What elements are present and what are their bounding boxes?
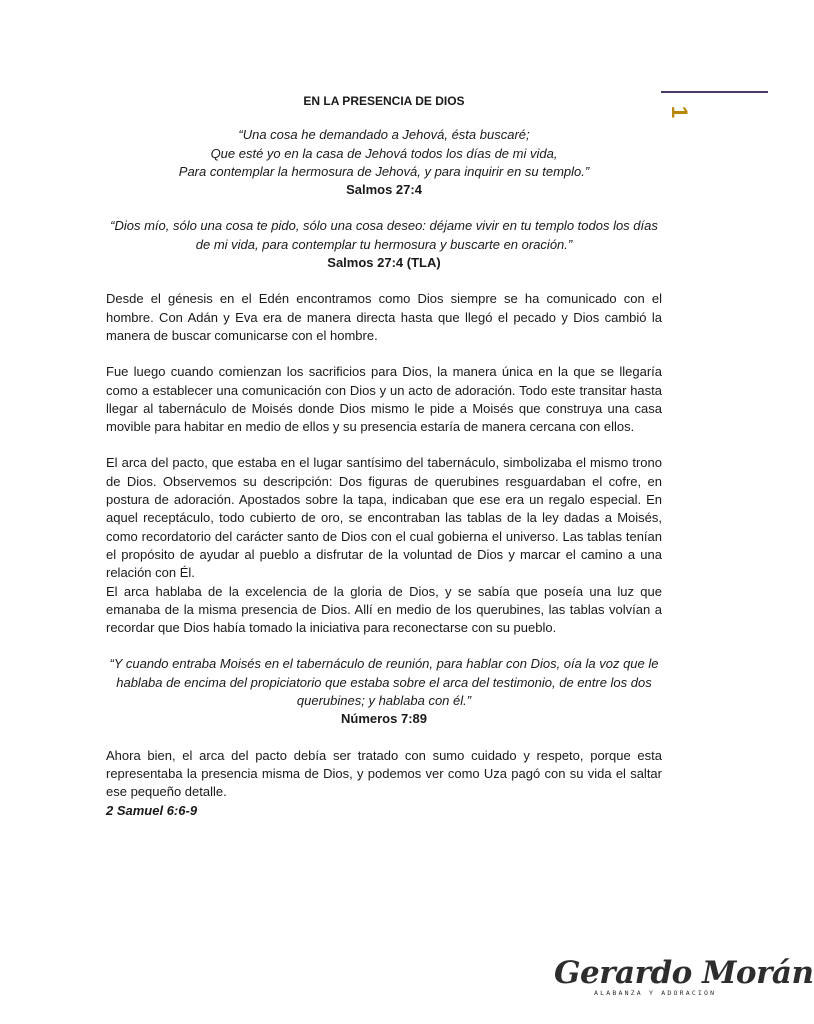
paragraph-3: El arca del pacto, que estaba en el lugar santísimo del tabernáculo, simbolizaba el mismo trono de Dios. Observemos su descripción: Dos figuras de querubines resguardaban el cofre, en postura de adoración. Apostados sobre la tapa, indicaban que ese era un regalo especial. En aquel receptáculo, todo cubierto de oro, se encontraban las tablas de la ley dadas a Moisés, como recordatorio del carácter santo de Dios con el cual gobierna el universo. Las tablas tenían el propósito de ayudar al pueblo a disfrutar de la voluntad de Dios y marcar el camino a una relación con Él.	[106, 455, 662, 581]
quote-1-line-1: “Una cosa he demandado a Jehová, ésta buscaré;	[238, 127, 530, 143]
quote-3-text: “Y cuando entraba Moisés en el tabernáculo de reunión, para hablar con Dios, oía la voz que le hablaba de encima del propiciatorio que estaba sobre el arca del testimonio, de entre los dos querubines; y hablaba con él.”	[109, 656, 659, 709]
quote-2-reference: Salmos 27:4 (TLA)	[327, 255, 441, 271]
quote-1-line-2: Que esté yo en la casa de Jehová todos los días de mi vida,	[210, 145, 558, 161]
quote-1-line-3: Para contemplar la hermosura de Jehová, y para inquirir en su templo.”	[178, 163, 590, 179]
closing-paragraph: Ahora bien, el arca del pacto debía ser tratado con sumo cuidado y respeto, porque esta representaba la presencia misma de Dios, y podemos ver como Uza pagó con su vida el saltar ese pequeño detalle.	[106, 747, 662, 800]
page-number: 1	[667, 105, 692, 119]
closing-reference: 2 Samuel 6:6-9	[106, 802, 198, 818]
logo-tagline: ALABANZA Y ADORACION	[594, 989, 717, 997]
quote-3-reference: Números 7:89	[341, 711, 427, 727]
header-rule	[661, 91, 768, 93]
quote-2-text: “Dios mío, sólo una cosa te pido, sólo una cosa deseo: déjame vivir en tu templo todos los días de mi vida, para contemplar tu hermosura y buscarte en oración.”	[110, 218, 658, 252]
quote-1-reference: Salmos 27:4	[346, 182, 422, 198]
paragraph-4: El arca hablaba de la excelencia de la gloria de Dios, y se sabía que poseía una luz que emanaba de la misma presencia de Dios. Allí en medio de los querubines, las tablas volvían a recordar que Dios había tomado la iniciativa para reconectarse con su pueblo.	[106, 583, 662, 636]
page-title: EN LA PRESENCIA DE DIOS	[303, 94, 465, 108]
document-body	[106, 92, 662, 820]
paragraph-1: Desde el génesis en el Edén encontramos como Dios siempre se ha comunicado con el hombre. Con Adán y Eva era de manera directa hasta que llegó el pecado y Dios cambió la manera de buscar comunicarse con el hombre.	[106, 291, 662, 343]
logo-name: Gerardo Morán	[554, 955, 814, 991]
author-logo	[554, 955, 814, 1001]
paragraph-2: Fue luego cuando comienzan los sacrificios para Dios, la manera única en la que se llegaría como a establecer una comunicación con Dios y un acto de adoración. Todo este transitar hasta llegar al tabernáculo de Moisés donde Dios mismo le pide a Moisés que construya una casa movible para habitar en medio de ellos y su presencia estaría de manera cercana con ellos.	[106, 364, 662, 435]
